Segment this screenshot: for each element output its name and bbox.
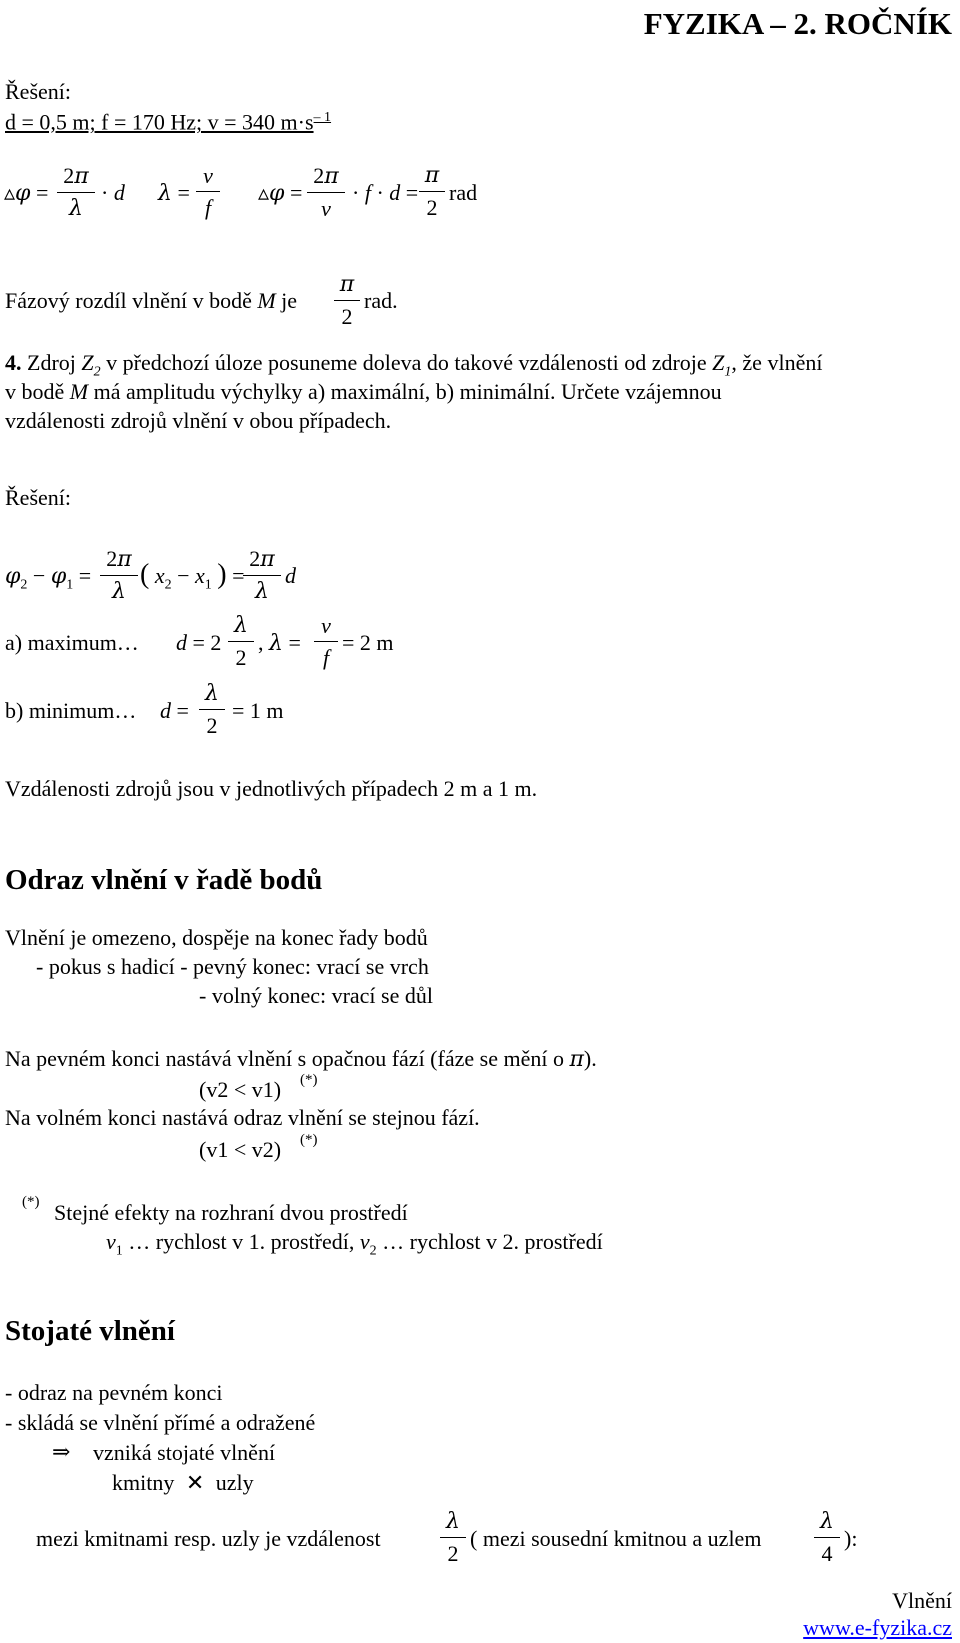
antinodes-label: kmitny bbox=[112, 1470, 175, 1495]
equation-phase-diff: ▵φ = bbox=[4, 180, 49, 206]
implies-arrow-icon: ⇒ bbox=[52, 1439, 71, 1464]
task4-text: má amplitudu výchylky a) maximální, b) minimální. Určete vzájemnou bbox=[93, 379, 722, 404]
condition-v2-lt-v1: (v2 < v1) bbox=[199, 1077, 282, 1102]
min-result: = 1 m bbox=[232, 698, 284, 723]
fixed-end-text: Na pevném konci nastává vlnění s opačnou fází (fáze se mění o π). bbox=[5, 1046, 597, 1072]
standing-line1: - odraz na pevném konci bbox=[5, 1380, 223, 1405]
task4-text: v předchozí úloze posuneme doleva do takové vzdálenosti od zdroje bbox=[106, 350, 707, 375]
note-star: (*) bbox=[22, 1194, 40, 1210]
website-link[interactable]: www.e-fyzika.cz bbox=[803, 1615, 952, 1640]
task4-text: v bodě bbox=[5, 379, 65, 404]
footer-link[interactable] bbox=[803, 1615, 952, 1641]
fraction-2pi-over-v: $\frac{2\pi}{v}$ bbox=[307, 163, 345, 222]
task4-text: Zdroj bbox=[27, 350, 76, 375]
equation-lambda: λ = bbox=[158, 180, 190, 206]
standing-line2: - skládá se vlnění přímé a odražené bbox=[5, 1410, 316, 1435]
given-text: d = 0,5 m; f = 170 Hz; v = 340 m·s bbox=[5, 109, 314, 135]
phase-result bbox=[5, 288, 297, 314]
cross-icon: ✕ bbox=[185, 1470, 205, 1495]
section-heading-reflection: Odraz vlnění v řadě bodů bbox=[5, 864, 323, 896]
reflection-line2: - pokus s hadicí - pevný konec: vrací se vrch bbox=[36, 954, 429, 979]
footer-topic: Vlnění bbox=[892, 1588, 952, 1613]
max-d-eq: d = 2 bbox=[176, 630, 222, 655]
fraction-pi-over-2: $\frac{\pi}{2}$ bbox=[419, 163, 445, 221]
fixed-end-sentence: Na pevném konci nastává vlnění s opačnou fází (fáze se mění o bbox=[5, 1046, 564, 1071]
fixed-end-tail: ). bbox=[583, 1046, 597, 1071]
fraction-2pi-over-lambda-b: $\frac{2\pi}{\lambda}$ bbox=[243, 546, 281, 605]
fraction-pi-over-2-result: $\frac{\pi}{2}$ bbox=[334, 272, 360, 330]
page-header-title: FYZIKA – 2. ROČNÍK bbox=[643, 6, 952, 41]
standing-line3: vzniká stojaté vlnění bbox=[93, 1440, 276, 1465]
min-label: b) minimum… bbox=[5, 698, 137, 723]
note-text: Stejné efekty na rozhraní dvou prostředí bbox=[54, 1200, 408, 1225]
reflection-line1: Vlnění je omezeno, dospěje na konec řady bodů bbox=[5, 925, 428, 950]
equation-f-d: · f · d = bbox=[352, 180, 419, 205]
reflection-line3: - volný konec: vrací se důl bbox=[199, 983, 433, 1008]
star-mark-1: (*) bbox=[300, 1072, 318, 1088]
fraction-2pi-over-lambda: $\frac{2\pi}{\lambda}$ bbox=[57, 163, 95, 222]
source-z1: $Z_1$ bbox=[712, 350, 732, 380]
fraction-lambda-over-2: $\frac{\lambda}{2}$ bbox=[228, 613, 254, 671]
source-z2: $Z_2$ bbox=[81, 350, 101, 380]
max-lambda-eq: , λ = bbox=[258, 630, 301, 656]
solution-label: Řešení: bbox=[5, 79, 71, 104]
fraction-v-over-f-2: $\frac{v}{f}$ bbox=[314, 613, 338, 671]
equation-unit-rad: rad bbox=[449, 180, 478, 205]
given-values bbox=[5, 105, 331, 135]
solution2-label: Řešení: bbox=[5, 485, 71, 510]
task4-number: 4. bbox=[5, 350, 22, 375]
phase-result-unit: rad. bbox=[364, 288, 398, 313]
standing-line4 bbox=[112, 1470, 254, 1496]
section-heading-standing: Stojaté vlnění bbox=[5, 1315, 175, 1347]
point-m: M bbox=[257, 288, 276, 313]
given-exponent: – 1 bbox=[313, 110, 332, 125]
fraction-lambda-over-2-min: $\frac{\lambda}{2}$ bbox=[199, 681, 225, 739]
solution2-conclusion: Vzdálenosti zdrojů jsou v jednotlivých případech 2 m a 1 m. bbox=[5, 776, 538, 801]
equation-x-diff: ( $x_2 - x_1$ ) = bbox=[140, 559, 245, 593]
star-mark-2: (*) bbox=[300, 1132, 318, 1148]
task4-line3: vzdálenosti zdrojů vlnění v obou případech. bbox=[5, 408, 392, 433]
note-velocities: $v_1$ … rychlost v 1. prostředí, $v_2$ … rychlost v 2. prostředí bbox=[106, 1229, 603, 1259]
fraction-lambda-over-4: $\frac{\lambda}{4}$ bbox=[814, 1509, 840, 1567]
nodes-label: uzly bbox=[215, 1470, 254, 1495]
free-end-text: Na volném konci nastává odraz vlnění se stejnou fází. bbox=[5, 1105, 480, 1130]
equation-phase-difference: $\varphi_2 - \varphi_1$ = bbox=[5, 563, 92, 593]
point-m: M bbox=[69, 379, 89, 404]
fraction-2pi-over-lambda-a: $\frac{2\pi}{\lambda}$ bbox=[100, 546, 138, 605]
equation-d: d bbox=[285, 563, 296, 588]
standing-line5c: ): bbox=[844, 1526, 858, 1551]
fraction-lambda-over-2-standing: $\frac{\lambda}{2}$ bbox=[440, 1509, 466, 1567]
task4-text: , že vlnění bbox=[731, 350, 823, 375]
max-label: a) maximum… bbox=[5, 630, 139, 655]
standing-line5a: mezi kmitnami resp. uzly je vzdálenost bbox=[36, 1526, 381, 1551]
condition-v1-lt-v2: (v1 < v2) bbox=[199, 1137, 282, 1162]
phase-result-is: je bbox=[281, 288, 298, 313]
equation-times-d: · d bbox=[101, 180, 125, 205]
standing-line5b: ( mezi sousední kmitnou a uzlem bbox=[470, 1526, 762, 1551]
max-result: = 2 m bbox=[342, 630, 394, 655]
equation-phase-diff-2: ▵φ = bbox=[258, 180, 303, 206]
fraction-v-over-f: $\frac{v}{f}$ bbox=[196, 163, 220, 221]
phase-result-text: Fázový rozdíl vlnění v bodě bbox=[5, 288, 252, 313]
min-d-eq: d = bbox=[160, 698, 189, 723]
task4-line2 bbox=[5, 379, 722, 405]
